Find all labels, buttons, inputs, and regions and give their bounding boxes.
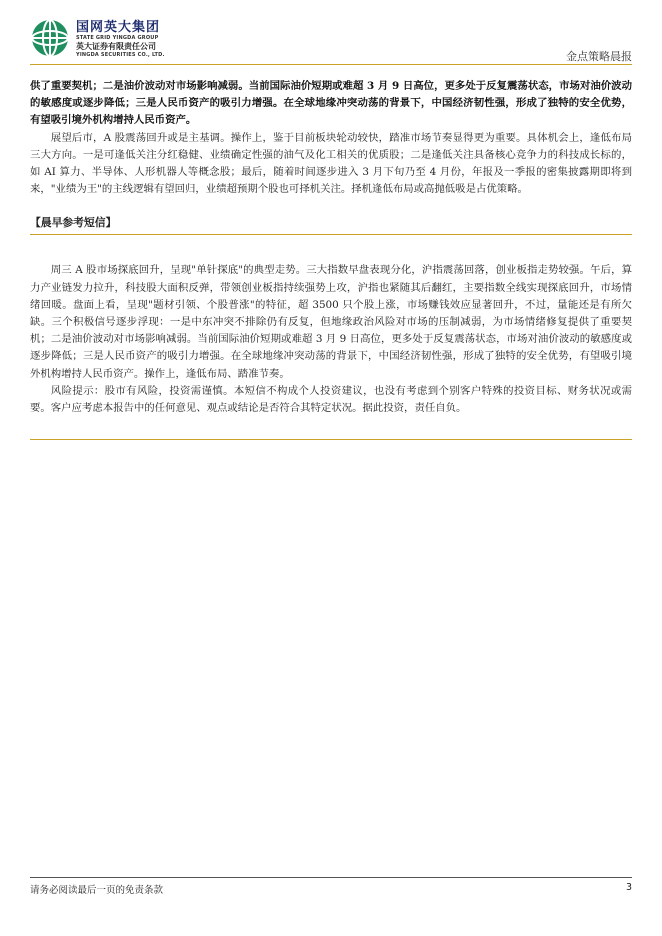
lead-bold-paragraph: 供了重要契机；二是油价波动对市场影响减弱。当前国际油价短期或难超 3 月 9 日高位，更多处于反复震荡状态，市场对油价波动的敏感度或逐步降低；三是人民币资产的吸引力增强。在全球地缘冲突动荡的背景下，中国经济韧性强，形成了独特的安全优势，有望吸引境外机构增持人民币资产。 [30,80,632,127]
company-name-cn: 英大证券有限责任公司 [76,42,156,51]
section-title: 【晨早参考短信】 [30,216,117,230]
risk-paragraph: 风险提示：股市有风险，投资需谨慎。本短信不构成个人投资建议，也没有考虑到个别客户特殊的投资目标、财务状况或需要。客户应考虑本报告中的任何意见、观点或结论是否符合其特定状况。据此投资，责任自负。 [30,384,632,415]
section-end-divider [30,439,632,440]
footer-divider [30,877,632,878]
sms-paragraph: 周三 A 股市场探底回升，呈现"单针探底"的典型走势。三大指数早盘表现分化，沪指震荡回落，创业板指走势较强。午后，算力产业链发力拉升，科技股大面积反弹，带领创业板指持续强势上攻，沪指也紧随其后翻红，主要指数全线实现探底回升，市场情绪回暖。盘面上看，呈现"题材引领、个股普涨"的特征，超 3500 只个股上涨，市场赚钱效应显著回升，不过，量能还是有所欠缺。三个积极信号逐步浮现：一是中东冲突不排除仍有反复，但地缘政治风险对市场的压制减弱，为市场情绪修复提供了重要契机；二是油价波动对市场影响减弱。当前国际油价短期或难超 3 月 9 日高位，更多处于反复震荡状态，市场对油价波动的敏感度或逐步降低；三是人民币资产的吸引力增强。在全球地缘冲突动荡的背景下，中国经济韧性强，形成了独特的安全优势，有望吸引境外机构增持人民币资产。操作上，逢低布局、踏准节奏。 [30,264,632,380]
logo-text-block [76,20,165,59]
state-grid-logo-icon [30,18,70,58]
report-name: 金点策略晨报 [566,50,632,63]
header-divider [30,64,632,65]
company-name-en: YINGDA SECURITIES CO., LTD. [76,52,165,58]
page-number: 3 [625,882,632,893]
group-name-en: STATE GRID YINGDA GROUP [76,35,159,41]
page-content [30,78,632,440]
group-name-cn: 国网英大集团 [76,20,161,35]
outlook-paragraph: 展望后市，A 股震荡回升或是主基调。操作上，鉴于目前板块轮动较快，踏准市场节奏显得更为重要。具体机会上，逢低布局三大方向。一是可逢低关注分红稳健、业绩确定性强的油气及化工相关的优质股；二是逢低关注具备核心竞争力的科技成长标的，如 AI 算力、半导体、人形机器人等概念股；最后，随着时间逐步进入 3 月下旬乃至 4 月份，年报及一季报的密集披露期即将到来，"业绩为王"的主线逻辑有望回归，业绩超预期个股也可择机关注。择机逢低布局或高抛低吸是占优策略。 [30,131,632,196]
footer-disclaimer-note: 请务必阅读最后一页的免责条款 [30,885,164,896]
page-header [30,18,632,62]
